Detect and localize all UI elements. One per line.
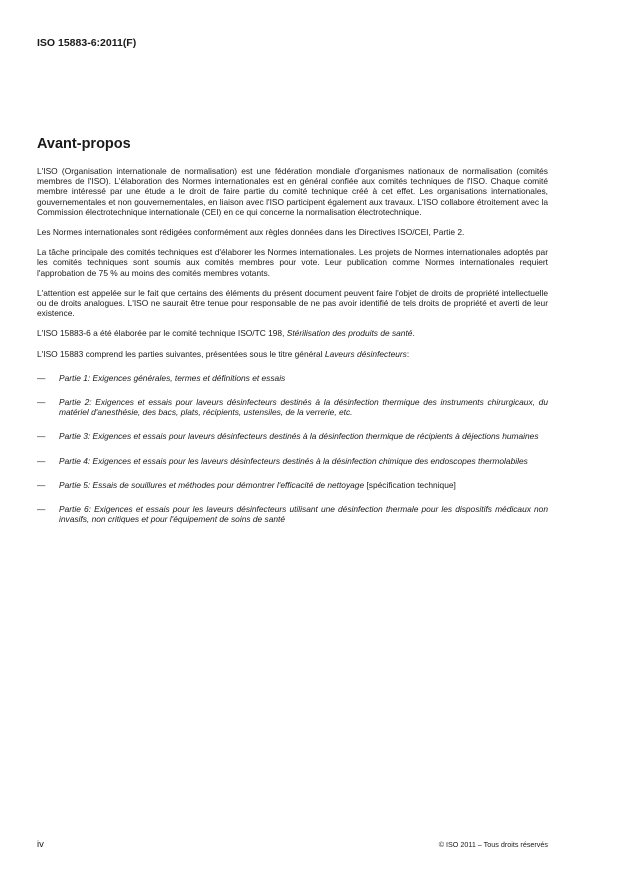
dash-icon: — [37,397,46,408]
dash-icon: — [37,479,46,490]
list-item [37,480,548,490]
page-number: iv [37,839,44,850]
list-item [37,397,548,417]
list-item [37,373,548,383]
dash-icon: — [37,372,46,383]
list-item [37,456,548,466]
committee-title: Stérilisation des produits de santé [286,328,413,339]
part-title: Partie 5: Essais de souillures et méthodes pour démontrer l'efficacité de nettoyage [59,479,365,490]
paragraph-iso-organisation: L'ISO (Organisation internationale de normalisation) est une fédération mondiale d'organismes nationaux de normalisation (comités membres de l'ISO). L'élaboration des Normes internationales est en général confiée aux comités techniques de l'ISO. Chaque comité membre intéressé par une étude a le droit de faire partie du comité technique créé à cet effet. Les organisations internationales, gouvernementales et non gouvernementales, en liaison avec l'ISO participent également aux travaux. L'ISO collabore étroitement avec la Commission électrotechnique internationale (CEI) en ce qui concerne la normalisation électrotechnique. [37,166,548,217]
copyright-notice: © ISO 2011 – Tous droits réservés [438,840,548,849]
parts-intro-text: L'ISO 15883 comprend les parties suivantes, présentées sous le titre général [37,348,325,359]
parts-list [37,373,548,525]
paragraph-prepared-by [37,328,548,338]
part-note: [spécification technique] [364,479,456,490]
paragraph-directives: Les Normes internationales sont rédigées conformément aux règles données dans les Directives ISO/CEI, Partie 2. [37,227,465,238]
section-title: Avant-propos [37,136,131,152]
part-title: Partie 4: Exigences et essais pour les laveurs désinfecteurs destinés à la désinfection chimique des endoscopes thermolabiles [59,455,528,466]
general-title: Laveurs désinfecteurs [324,348,407,359]
paragraph-parts-intro [37,349,548,359]
part-title: Partie 2: Exigences et essais pour laveurs désinfecteurs destinés à la désinfection thermique des instruments chirurgicaux, du matériel d'anesthésie, des bacs, plats, récipients, ustensiles, de la verrerie, etc. [59,397,548,418]
dash-icon: — [37,431,46,442]
dash-icon: — [37,504,46,515]
paragraph-technical-committees: La tâche principale des comités techniques est d'élaborer les Normes internationales. Les projets de Normes internationales adoptés par les comités techniques sont soumis aux comités membres pour vote. Leur publication comme Normes internationales requiert l'approbation de 75 % au moins des comités membres votants. [37,247,548,278]
document-code: ISO 15883-6:2011(F) [37,37,137,49]
foreword-section [37,136,548,538]
prepared-by-text: L'ISO 15883-6 a été élaborée par le comité technique ISO/TC 198, [37,328,287,339]
part-title: Partie 3: Exigences et essais pour laveurs désinfecteurs destinés à la désinfection thermique de récipients à déjections humaines [59,431,539,442]
list-item [37,431,548,441]
part-title: Partie 6: Exigences et essais pour les laveurs désinfecteurs utilisant une désinfection thermale pour les dispositifs médicaux non invasifs, non critiques et pour l'équipement de soins de santé [59,504,548,525]
dash-icon: — [37,455,46,466]
prepared-by-end: . [412,328,415,339]
paragraph-patent-rights: L'attention est appelée sur le fait que certains des éléments du présent document peuvent faire l'objet de droits de propriété intellectuelle ou de droits analogues. L'ISO ne saurait être tenue pour responsable de ne pas avoir identifié de tels droits de propriété et averti de leur existence. [37,287,548,319]
parts-intro-end: : [406,348,410,359]
part-title: Partie 1: Exigences générales, termes et définitions et essais [59,372,286,383]
list-item [37,504,548,524]
